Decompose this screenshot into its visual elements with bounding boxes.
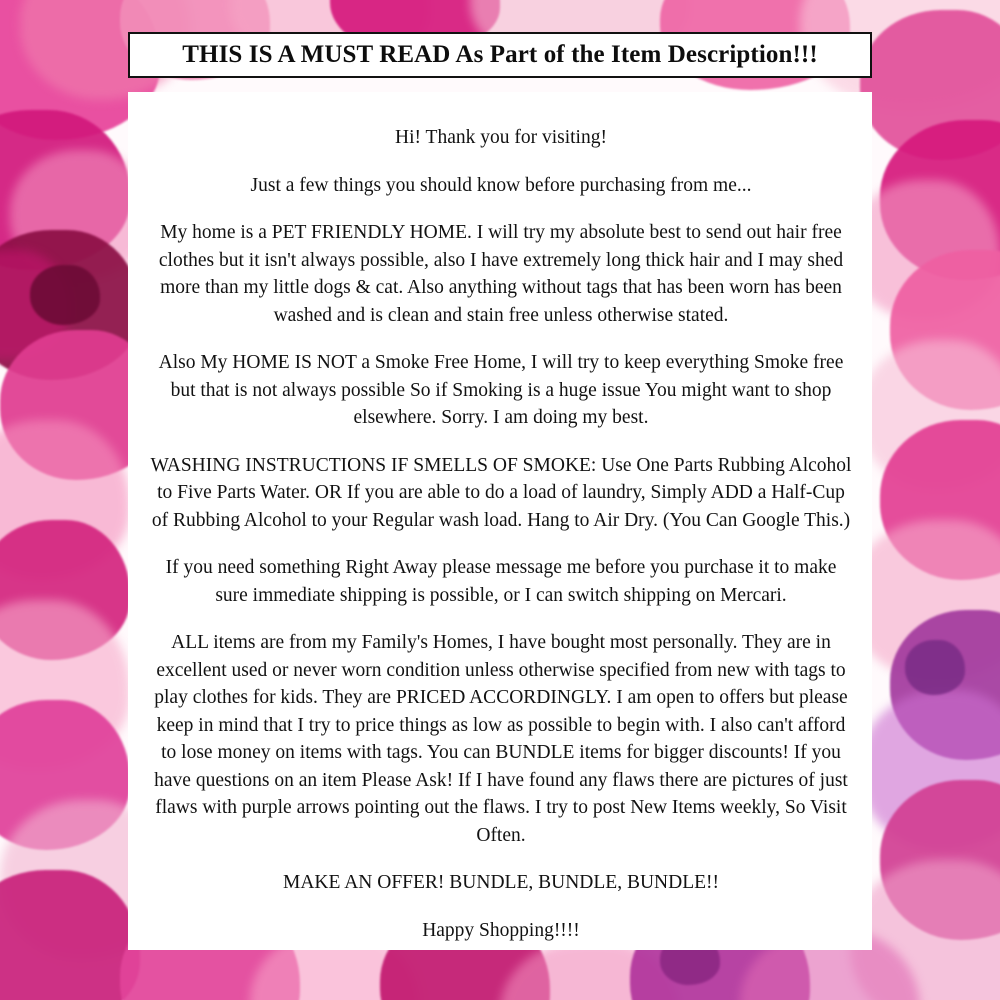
paragraph-pet-friendly: My home is a PET FRIENDLY HOME. I will try my absolute best to send out hair free clothes but it isn't always possible, also I have extremely long thick hair and I may shed more than my little dogs & cat. Also anything without tags that has been worn has been washed and is clean and stain free unless otherwise stated. [158,222,844,326]
flower-center-icon [905,640,965,695]
paragraph-intro: Just a few things you should know before purchasing from me... [250,174,752,196]
paragraph-smoke-notice: Also My HOME IS NOT a Smoke Free Home, I will try to keep everything Smoke free but that is not always possible So if Smoking is a huge issue You might want to shop elsewhere. Sorry. I am doing my best. [158,352,844,428]
title-banner [128,32,872,78]
page-title: THIS IS A MUST READ As Part of the Item Description!!! [182,41,818,68]
paragraph-offer-callout: MAKE AN OFFER! BUNDLE, BUNDLE, BUNDLE!! [282,872,720,893]
paragraph-shipping: If you need something Right Away please message me before you purchase it to make sure immediate shipping is possible, or I can switch shipping on Mercari. [165,557,837,606]
document-body [148,124,854,944]
paragraph-washing-instructions: WASHING INSTRUCTIONS IF SMELLS OF SMOKE: Use One Parts Rubbing Alcohol to Five Parts Water. OR If you are able to do a load of laundry, Simply ADD a Half-Cup of Rubbing Alcohol to your Regular wash load. Hang to Air Dry. (You Can Google This.) [150,454,852,531]
paragraph-item-condition: ALL items are from my Family's Homes, I have bought most personally. They are in excellent used or never worn condition unless otherwise specified from new with tags to play clothes for kids. They are PRICED ACCORDINGLY. I am open to offers but please keep in mind that I try to price things as low as possible to begin with. I also can't afford to lose money on items with tags. You can BUNDLE items for bigger discounts! If you have questions on an item Please Ask! If I have found any flaws there are pictures of just flaws with purple arrows pointing out the flaws. I try to post New Items weekly, So Visit Often. [154,632,848,846]
flower-center-icon [30,265,100,325]
paragraph-closing: Happy Shopping!!!! [422,919,580,941]
paragraph-greeting: Hi! Thank you for visiting! [395,127,607,148]
